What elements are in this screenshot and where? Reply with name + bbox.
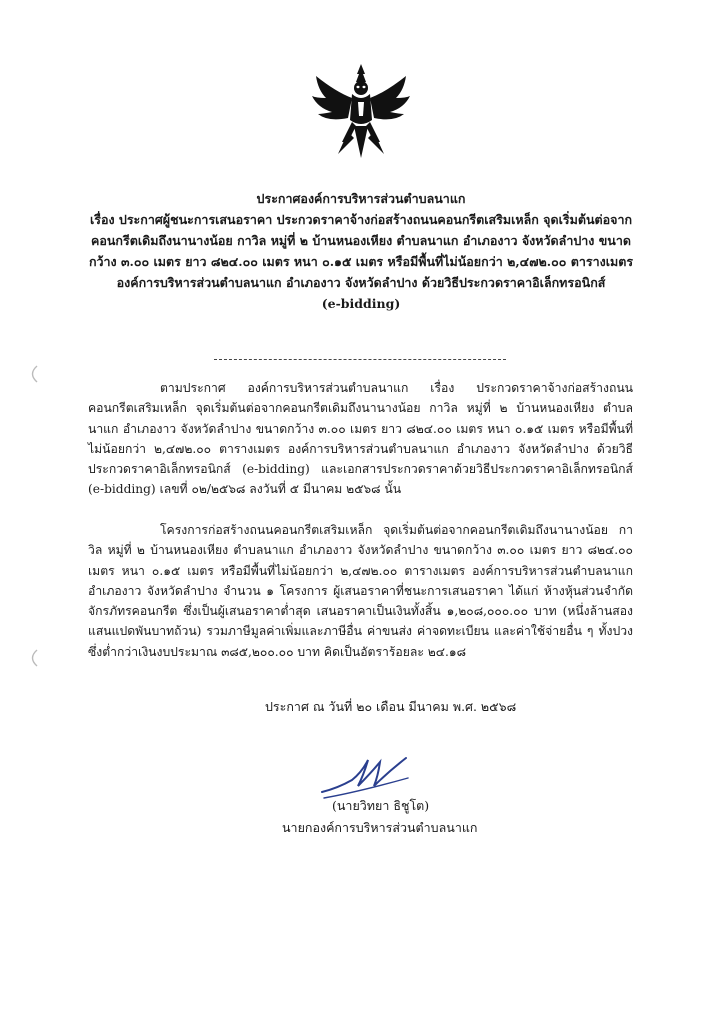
signer-name: (นายวิทยา ธิชูโต) bbox=[332, 798, 430, 813]
heading-line-subject-5: (e-bidding) bbox=[321, 296, 401, 311]
garuda-emblem-icon bbox=[308, 62, 414, 162]
body-paragraph-1: ตามประกาศ องค์การบริหารส่วนตำบลนาแก เรื่อง ประกวดราคาจ้างก่อสร้างถนนคอนกรีตเสริมเหล็ก จุดเริ่มต้นต่อจากคอนกรีตเดิมถึงนานางน้อย กาวิล หมู่ที่ ๒ บ้านหนองเหียง ตำบลนาแก อำเภองาว จังหวัดลำปาง ขนาดกว้าง ๓.๐๐ เมตร ยาว ๘๒๔.๐๐ เมตร หนา ๐.๑๕ เมตร หรือมีพื้นที่ไม่น้อยกว่า ๒,๔๗๒.๐๐ ตารางเมตร องค์การบริหารส่วนตำบลนาแก อำเภองาว จังหวัดลำปาง ด้วยวิธีประกวดราคาอิเล็กทรอนิกส์ (e-bidding) และเอกสารประกวดราคาด้วยวิธีประกวดราคาอิเล็กทรอนิกส์ (e-bidding) เลขที่ ๐๒/๒๕๖๘ ลงวันที่ ๕ มีนาคม ๒๕๖๘ นั้น bbox=[88, 381, 633, 497]
announcement-heading bbox=[70, 188, 652, 314]
body-paragraph-2: โครงการก่อสร้างถนนคอนกรีตเสริมเหล็ก จุดเริ่มต้นต่อจากคอนกรีตเดิมถึงนานางน้อย กาวิล หมู่ที่ ๒ บ้านหนองเหียง ตำบลนาแก อำเภองาว จังหวัดลำปาง ขนาดกว้าง ๓.๐๐ เมตร ยาว ๘๒๔.๐๐ เมตร หนา ๐.๑๕ เมตร หรือมีพื้นที่ไม่น้อยกว่า ๒,๔๗๒.๐๐ ตารางเมตร องค์การบริหารส่วนตำบลนาแก อำเภองาว จังหวัดลำปาง จำนวน ๑ โครงการ ผู้เสนอราคาที่ชนะการเสนอราคา ได้แก่ ห้างหุ้นส่วนจำกัด จักรภัทรคอนกรีต ซึ่งเป็นผู้เสนอราคาต่ำสุด เสนอราคาเป็นเงินทั้งสิ้น ๑,๒๐๘,๐๐๐.๐๐ บาท (หนึ่งล้านสองแสนแปดพันบาทถ้วน) รวมภาษีมูลค่าเพิ่มและภาษีอื่น ค่าขนส่ง ค่าจดทะเบียน และค่าใช้จ่ายอื่น ๆ ทั้งปวง ซึ่งต่ำกว่าเงินงบประมาณ ๓๘๕,๒๐๐.๐๐ บาท คิดเป็นอัตราร้อยละ ๒๔.๑๘ bbox=[88, 523, 633, 659]
announcement-dateline: ประกาศ ณ วันที่ ๒๐ เดือน มีนาคม พ.ศ. ๒๕๖๘ bbox=[265, 699, 517, 714]
dashed-divider bbox=[214, 359, 506, 360]
signer-position: นายกองค์การบริหารส่วนตำบลนาแก bbox=[282, 820, 478, 835]
punch-hole-mark-icon bbox=[26, 648, 40, 668]
heading-line-subject-2: คอนกรีตเดิมถึงนานางน้อย กาวิล หมู่ที่ ๒ บ้านหนองเหียง ตำบลนาแก อำเภองาว จังหวัดลำปาง ขนาด bbox=[91, 233, 631, 248]
heading-line-subject-1: เรื่อง ประกาศผู้ชนะการเสนอราคา ประกวดราคาจ้างก่อสร้างถนนคอนกรีตเสริมเหล็ก จุดเริ่มต้นต่อจาก bbox=[89, 212, 633, 227]
heading-line-subject-4: องค์การบริหารส่วนตำบลนาแก อำเภองาว จังหวัดลำปาง ด้วยวิธีประกวดราคาอิเล็กทรอนิกส์ bbox=[116, 275, 606, 290]
punch-hole-mark-icon bbox=[26, 364, 40, 384]
handwritten-signature-icon bbox=[318, 752, 414, 802]
heading-line-subject-3: กว้าง ๓.๐๐ เมตร ยาว ๘๒๔.๐๐ เมตร หนา ๐.๑๕ เมตร หรือมีพื้นที่ไม่น้อยกว่า ๒,๔๗๒.๐๐ ตารางเมตร bbox=[88, 254, 634, 269]
heading-line-issuer: ประกาศองค์การบริหารส่วนตำบลนาแก bbox=[256, 191, 466, 206]
